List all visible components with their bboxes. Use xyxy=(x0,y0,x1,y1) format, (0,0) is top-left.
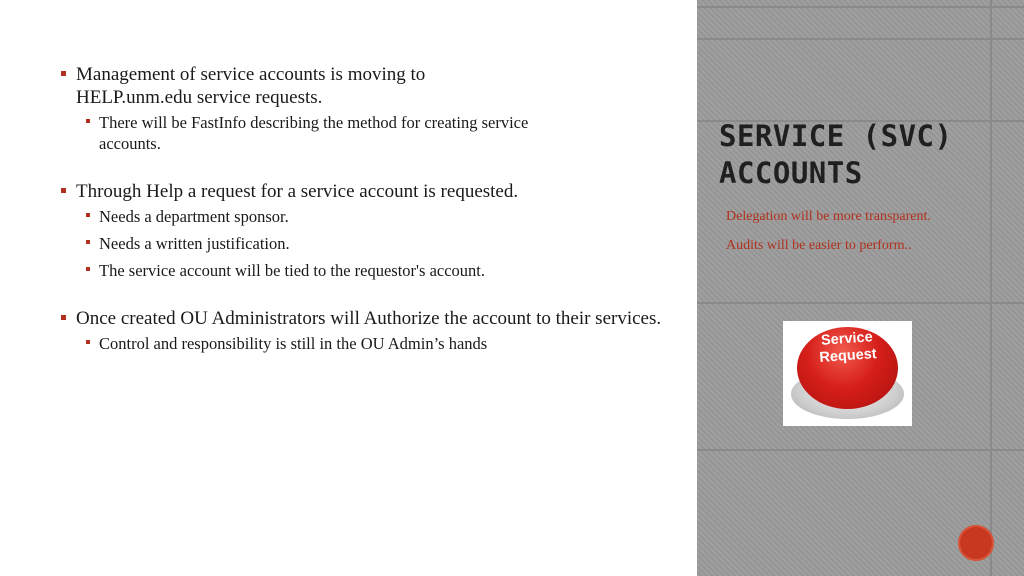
sidebar-panel xyxy=(697,0,1024,576)
sidebar-note: Audits will be easier to perform.. xyxy=(726,238,912,253)
bullet-item xyxy=(60,63,529,154)
sub-bullet-item: There will be FastInfo describing the method for creating service accounts. xyxy=(76,112,539,154)
bullet-item xyxy=(60,180,670,281)
slide-number-badge xyxy=(958,525,994,561)
bullet-item xyxy=(60,307,670,354)
sub-bullet-list xyxy=(76,333,670,354)
sub-bullet-item: Needs a written justification. xyxy=(76,233,670,254)
sidebar-notes xyxy=(726,208,1006,266)
bullet-text: Once created OU Administrators will Authorize the account to their services. xyxy=(76,308,662,329)
bullet-text: Through Help a request for a service account is requested. xyxy=(76,181,519,202)
sub-bullet-item: Control and responsibility is still in the OU Admin’s hands xyxy=(76,333,670,354)
sidebar-note: Delegation will be more transparent. xyxy=(726,209,931,224)
button-image-label: Service Request xyxy=(818,329,878,366)
bullet-list xyxy=(60,63,670,360)
sub-bullet-list xyxy=(76,206,670,281)
sub-bullet-item: The service account will be tied to the requestor's account. xyxy=(76,260,670,281)
bullet-text: Management of service accounts is moving to HELP.unm.edu service requests. xyxy=(76,64,426,108)
slide-title: SERVICE (SVC) ACCOUNTS xyxy=(719,119,953,190)
service-request-button-image xyxy=(783,321,912,426)
sub-bullet-list xyxy=(76,112,529,154)
sub-bullet-item: Needs a department sponsor. xyxy=(76,206,670,227)
